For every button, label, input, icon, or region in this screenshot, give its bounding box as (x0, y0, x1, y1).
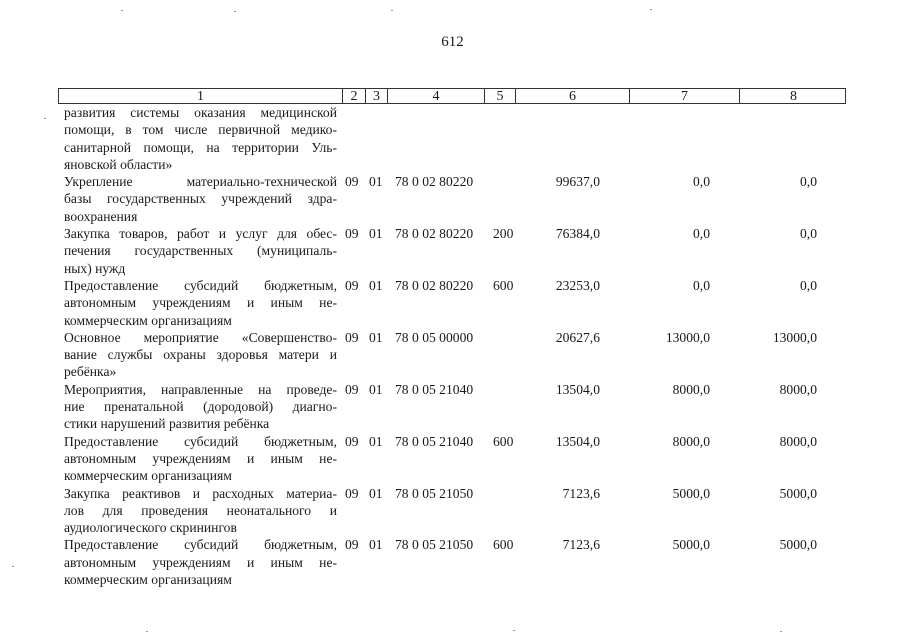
scan-speck (391, 10, 393, 11)
section-code: 09 (345, 485, 359, 501)
table-body (0, 104, 905, 588)
column-header: 5 (485, 89, 516, 103)
table-row (0, 104, 905, 173)
row-name (64, 277, 337, 329)
column-header: 4 (388, 89, 485, 103)
section-code: 09 (345, 433, 359, 449)
amount-col-8: 0,0 (800, 226, 817, 242)
subsection-code: 01 (369, 174, 383, 190)
expense-type-code: 600 (493, 433, 514, 449)
row-name-line: печения государственных (муниципаль- (64, 243, 337, 259)
row-name-line: коммерческим организациям (64, 312, 232, 328)
column-header: 7 (630, 89, 740, 103)
section-code: 09 (345, 329, 359, 345)
row-name-line: Укрепление материально-технической (64, 174, 337, 190)
row-name (64, 381, 337, 433)
row-name-line: Закупка реактивов и расходных материа- (64, 485, 337, 501)
amount-col-6: 23253,0 (555, 277, 600, 293)
section-code: 09 (345, 277, 359, 293)
scan-speck (146, 631, 148, 632)
row-name-line: коммерческим организациям (64, 572, 232, 588)
table-row (0, 381, 905, 433)
section-code: 09 (345, 381, 359, 397)
row-name-line: стики нарушений развития ребёнка (64, 416, 270, 432)
row-name (64, 433, 337, 485)
row-name-line: коммерческим организациям (64, 468, 232, 484)
scan-speck (234, 11, 236, 12)
table-row (0, 225, 905, 277)
row-name (64, 225, 337, 277)
amount-col-7: 0,0 (693, 226, 710, 242)
row-name-line: яновской области» (64, 156, 173, 172)
row-name-line: Предоставление субсидий бюджетным, (64, 433, 337, 449)
row-name-line: развития системы оказания медицинской (64, 105, 337, 120)
target-article-code: 78 0 05 21050 (395, 537, 474, 553)
row-name-line: лов для проведения неонатального и (64, 502, 337, 518)
amount-col-7: 8000,0 (672, 381, 710, 397)
column-header: 1 (59, 89, 343, 103)
target-article-code: 78 0 02 80220 (395, 174, 474, 190)
subsection-code: 01 (369, 381, 383, 397)
row-name-line: аудиологического скринингов (64, 520, 237, 536)
table-row (0, 277, 905, 329)
expense-type-code: 200 (493, 226, 514, 242)
amount-col-6: 7123,6 (562, 485, 600, 501)
row-name-line: автономным учреждениям и иным не- (64, 450, 337, 466)
table-row (0, 329, 905, 381)
section-code: 09 (345, 226, 359, 242)
column-header: 3 (366, 89, 388, 103)
scan-speck (513, 630, 515, 631)
column-header: 8 (790, 89, 797, 104)
amount-col-8: 5000,0 (779, 537, 817, 553)
amount-col-6: 99637,0 (555, 174, 600, 190)
table-row (0, 536, 905, 588)
amount-col-6: 7123,6 (562, 537, 600, 553)
row-name (64, 329, 337, 381)
row-name-line: ных) нужд (64, 260, 126, 276)
amount-col-7: 0,0 (693, 277, 710, 293)
row-name (64, 485, 337, 537)
expense-type-code: 600 (493, 537, 514, 553)
row-name-line: помощи, в том числе первичной медико- (64, 122, 337, 138)
amount-col-6: 76384,0 (555, 226, 600, 242)
amount-col-6: 13504,0 (555, 381, 600, 397)
table-row (0, 485, 905, 537)
amount-col-6: 13504,0 (555, 433, 600, 449)
page-number: 612 (441, 34, 464, 50)
table-header (58, 88, 846, 104)
scan-speck (121, 10, 123, 11)
subsection-code: 01 (369, 485, 383, 501)
amount-col-8: 0,0 (800, 277, 817, 293)
row-name-line: Основное мероприятие «Совершенство- (64, 329, 337, 345)
subsection-code: 01 (369, 277, 383, 293)
amount-col-7: 13000,0 (665, 329, 710, 345)
row-name-line: санитарной помощи, на территории Уль- (64, 139, 337, 155)
amount-col-8: 5000,0 (779, 485, 817, 501)
scan-speck (780, 631, 782, 632)
row-name-line: автономным учреждениям и иным не- (64, 295, 337, 311)
row-name-line: Предоставление субсидий бюджетным, (64, 537, 337, 553)
amount-col-7: 8000,0 (672, 433, 710, 449)
row-name-line: Предоставление субсидий бюджетным, (64, 277, 337, 293)
target-article-code: 78 0 05 21040 (395, 381, 474, 397)
row-name-line: Закупка товаров, работ и услуг для обес- (64, 226, 337, 242)
row-name (64, 104, 337, 173)
amount-col-8: 8000,0 (779, 381, 817, 397)
amount-col-8: 0,0 (800, 174, 817, 190)
amount-col-7: 0,0 (693, 174, 710, 190)
row-name-line: автономным учреждениям и иным не- (64, 554, 337, 570)
scan-speck (44, 118, 46, 119)
subsection-code: 01 (369, 433, 383, 449)
amount-col-6: 20627,6 (555, 329, 600, 345)
amount-col-8: 13000,0 (772, 329, 817, 345)
amount-col-7: 5000,0 (672, 537, 710, 553)
table-row (0, 173, 905, 225)
subsection-code: 01 (369, 226, 383, 242)
section-code: 09 (345, 537, 359, 553)
section-code: 09 (345, 174, 359, 190)
column-header: 6 (516, 89, 630, 103)
target-article-code: 78 0 05 21050 (395, 485, 474, 501)
subsection-code: 01 (369, 537, 383, 553)
row-name-line: ние пренатальной (дородовой) диагно- (64, 399, 337, 415)
row-name-line: воохранения (64, 208, 138, 224)
target-article-code: 78 0 02 80220 (395, 277, 474, 293)
scan-speck (650, 9, 652, 10)
row-name (64, 536, 337, 588)
target-article-code: 78 0 05 00000 (395, 329, 474, 345)
amount-col-8: 8000,0 (779, 433, 817, 449)
row-name-line: вание службы охраны здоровья матери и (64, 347, 337, 363)
scan-speck (12, 566, 14, 567)
row-name-line: базы государственных учреждений здра- (64, 191, 337, 207)
row-name-line: ребёнка» (64, 364, 117, 380)
target-article-code: 78 0 02 80220 (395, 226, 474, 242)
row-name-line: Мероприятия, направленные на проведе- (64, 381, 337, 397)
subsection-code: 01 (369, 329, 383, 345)
row-name (64, 173, 337, 225)
table-row (0, 433, 905, 485)
amount-col-7: 5000,0 (672, 485, 710, 501)
expense-type-code: 600 (493, 277, 514, 293)
target-article-code: 78 0 05 21040 (395, 433, 474, 449)
column-header: 2 (343, 89, 366, 103)
